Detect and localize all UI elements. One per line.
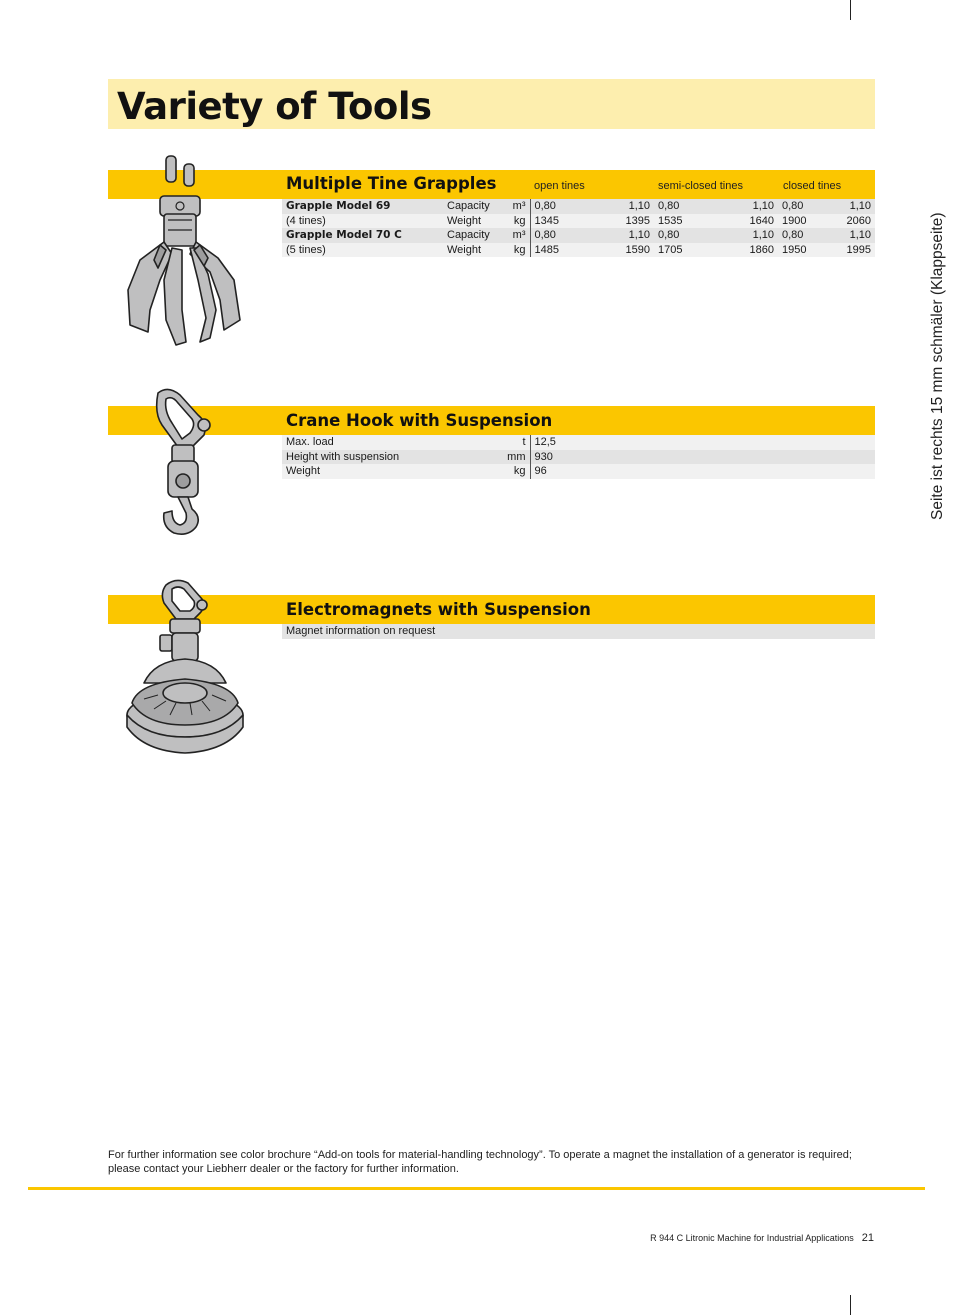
- label-cell: Capacity: [443, 199, 498, 214]
- table-row: [282, 450, 875, 465]
- model-cell: Grapple Model 69: [282, 199, 443, 214]
- table-row: [282, 243, 875, 258]
- footer-text: R 944 C Litronic Machine for Industrial Applications: [650, 1233, 854, 1243]
- hook-band: [108, 406, 875, 435]
- table-row: [282, 464, 875, 479]
- page-footer: [650, 1232, 874, 1244]
- hook-heading: Crane Hook with Suspension: [286, 411, 553, 430]
- value-cell: 1345: [530, 214, 592, 229]
- value-cell: 0,80: [778, 228, 840, 243]
- col-semi-closed-tines: semi-closed tines: [658, 180, 743, 192]
- col-open-tines: open tines: [534, 180, 585, 192]
- label-cell: Capacity: [443, 228, 498, 243]
- col-closed-tines: closed tines: [783, 180, 842, 192]
- value-cell: 0,80: [654, 199, 716, 214]
- unit-cell: t: [498, 435, 530, 450]
- unit-cell: mm: [498, 450, 530, 465]
- value-cell: 1,10: [840, 228, 875, 243]
- value-cell: 2060: [840, 214, 875, 229]
- value-cell: 0,80: [654, 228, 716, 243]
- page-number: 21: [861, 1232, 874, 1244]
- crop-mark-bottom: [850, 1295, 851, 1315]
- grapples-heading: Multiple Tine Grapples: [286, 174, 497, 193]
- label-cell: Weight: [282, 464, 498, 479]
- title-band: [108, 79, 875, 129]
- unit-cell: kg: [498, 214, 530, 229]
- value-cell: 1485: [530, 243, 592, 258]
- unit-cell: kg: [498, 464, 530, 479]
- value-cell: 1,10: [716, 199, 778, 214]
- table-row: [282, 435, 875, 450]
- value-cell: 1395: [592, 214, 654, 229]
- footnote: For further information see color brochure “Add-on tools for material-handling technology”. To operate a magnet the installation of a generator is required; please contact your Liebherr dealer or the factory for further information.: [108, 1149, 852, 1175]
- unit-cell: m³: [498, 199, 530, 214]
- magnet-heading: Electromagnets with Suspension: [286, 600, 591, 619]
- value-cell: 1535: [654, 214, 716, 229]
- table-row: [282, 624, 875, 639]
- value-cell: 0,80: [530, 228, 592, 243]
- value-cell: 1,10: [716, 228, 778, 243]
- label-cell: Height with suspension: [282, 450, 498, 465]
- table-row: [282, 214, 875, 229]
- magnet-table: [282, 624, 875, 639]
- value-cell: 1950: [778, 243, 840, 258]
- crane-hook-illustration: [148, 385, 218, 540]
- label-cell: Max. load: [282, 435, 498, 450]
- value-cell: 1590: [592, 243, 654, 258]
- value-cell: 12,5: [530, 435, 875, 450]
- value-cell: 1705: [654, 243, 716, 258]
- label-cell: Weight: [443, 214, 498, 229]
- grapple-illustration: [120, 150, 250, 355]
- label-cell: Weight: [443, 243, 498, 258]
- model-cell: (5 tines): [282, 243, 443, 258]
- magnet-note: Magnet information on request: [282, 624, 875, 639]
- value-cell: 1860: [716, 243, 778, 258]
- value-cell: 1900: [778, 214, 840, 229]
- model-cell: Grapple Model 70 C: [282, 228, 443, 243]
- unit-cell: m³: [498, 228, 530, 243]
- table-row: [282, 199, 875, 214]
- value-cell: 930: [530, 450, 875, 465]
- page-title: Variety of Tools: [117, 85, 432, 128]
- unit-cell: kg: [498, 243, 530, 258]
- value-cell: 1,10: [840, 199, 875, 214]
- side-note-text: Seite ist rechts 15 mm schmäler (Klappseite): [929, 212, 946, 520]
- model-cell: (4 tines): [282, 214, 443, 229]
- table-row: [282, 228, 875, 243]
- value-cell: 0,80: [530, 199, 592, 214]
- value-cell: 96: [530, 464, 875, 479]
- hook-table: [282, 435, 875, 479]
- value-cell: 0,80: [778, 199, 840, 214]
- electromagnet-illustration: [124, 575, 246, 757]
- grapples-table: [282, 199, 875, 257]
- footer-rule: [28, 1187, 925, 1190]
- value-cell: 1995: [840, 243, 875, 258]
- value-cell: 1,10: [592, 199, 654, 214]
- value-cell: 1640: [716, 214, 778, 229]
- value-cell: 1,10: [592, 228, 654, 243]
- crop-mark-top: [850, 0, 851, 20]
